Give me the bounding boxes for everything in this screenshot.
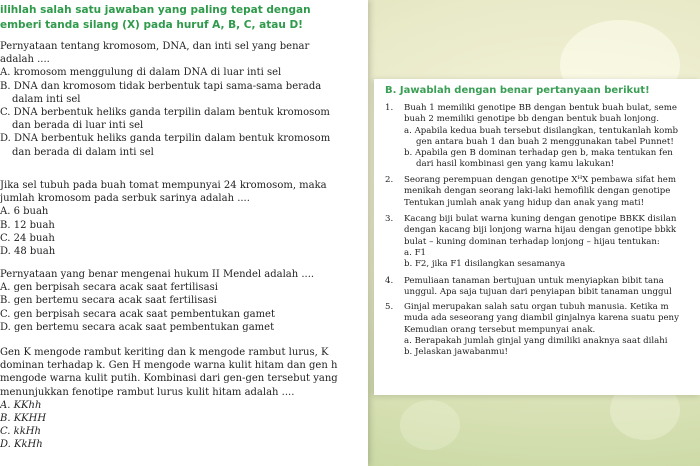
sub-item-b-cont: dari hasil kombinasi gen yang kamu lakukan! [416,159,615,170]
question-3 [0,268,364,334]
question-2 [0,179,364,258]
item-number: 5. [385,302,394,312]
essay-item-4 [374,276,700,299]
essay-item-3 [374,214,700,270]
question-stem-line: Gen K mengode rambut keriting dan k mengode rambut lurus, K [0,347,329,358]
option-b[interactable]: B. KKHH [0,413,47,425]
option-d[interactable]: D. gen bertemu secara acak saat pembentukan gamet [0,321,275,333]
instruction-line: emberi tanda silang (X) pada huruf A, B, C, atau D! [0,19,303,31]
question-stem-line: mengode warna kulit putih. Kombinasi dari gen-gen tersebut yang [0,373,338,385]
item-line: dengan kacang biji lonjong warna hijau dengan genotipe bbkk [404,225,677,236]
item-number: 4. [385,276,394,286]
item-number: 2. [385,175,394,185]
item-line: Pemuliaan tanaman bertujuan untuk menyiapkan bibit tana [404,276,664,286]
item-line: Ginjal merupakan salah satu organ tubuh manusia. Ketika m [404,302,669,312]
option-c[interactable]: C. 24 buah [0,232,55,244]
question-stem-line: Pernyataan tentang kromosom, DNA, dan inti sel yang benar [0,41,310,52]
right-worksheet-page [374,79,700,395]
question-stem-line: Jika sel tubuh pada buah tomat mempunyai 24 kromosom, maka [0,180,327,191]
option-c[interactable]: C. gen berpisah secara acak saat pembentukan gamet [0,308,275,320]
option-b[interactable]: B. DNA dan kromosom tidak berbentuk tapi sama-sama berada [0,80,322,92]
section-b-heading: B. Jawablah dengan benar pertanyaan berikut! [385,85,650,96]
question-stem-line: jumlah kromosom pada serbuk sarinya adalah .... [0,193,250,205]
item-line: Seorang perempuan dengan genotipe XᴴX pembawa sifat hem [404,175,677,185]
question-stem-line: Pernyataan yang benar mengenai hukum II Mendel adalah .... [0,269,315,280]
option-d[interactable]: D. 48 buah [0,246,56,258]
option-b[interactable]: B. gen bertemu secara acak saat fertilisasi [0,295,217,307]
item-line: bulat – kuning dominan terhadap lonjong – hijau tentukan: [404,236,660,247]
item-line: Kacang biji bulat warna kuning dengan genotipe BBKK disilan [404,214,677,224]
option-a[interactable]: A. 6 buah [0,206,49,218]
sub-item-a: a. F1 [404,247,427,258]
instruction-text [0,3,362,33]
item-line: buah 2 memiliki genotipe bb dengan bentuk buah lonjong. [404,114,660,125]
question-stem-line: menunjukkan fenotipe rambut lurus kulit hitam adalah .... [0,386,295,398]
option-b[interactable]: B. 12 buah [0,219,55,231]
essay-item-5 [374,302,700,358]
question-1 [0,40,364,159]
item-line: menikah dengan seorang laki-laki hemofilik dengan genotipe [404,186,671,197]
essay-item-1 [374,103,700,171]
option-c[interactable]: C. DNA berbentuk heliks ganda terpilin dalam bentuk kromosom [0,107,330,119]
sub-item-b: b. Apabila gen B dominan terhadap gen b, maka tentukan fen [404,148,673,159]
option-c-cont: dan berada di luar inti sel [12,120,144,132]
bokeh-light [400,400,460,450]
item-number: 1. [385,103,394,113]
option-d-cont: dan berada di dalam inti sel [12,146,154,158]
option-a[interactable]: A. gen berpisah secara acak saat fertilisasi [0,282,218,294]
item-line: Buah 1 memiliki genotipe BB dengan bentuk buah bulat, seme [404,103,677,113]
item-line: muda ada seseorang yang diambil ginjalnya karena suatu peny [404,313,679,324]
sub-item-a: a. Apabila kedua buah tersebut disilangkan, tentukanlah komb [404,125,678,136]
sub-item-a: a. Berapakah jumlah ginjal yang dimiliki anaknya saat dilahi [404,335,668,346]
item-number: 3. [385,214,394,224]
option-a[interactable]: A. kromosom menggulung di dalam DNA di luar inti sel [0,67,282,79]
item-line: Kemudian orang tersebut mempunyai anak. [404,324,596,335]
sub-item-b: b. F2, jika F1 disilangkan sesamanya [404,259,566,270]
instruction-line: ilihlah salah satu jawaban yang paling tepat dengan [0,4,311,16]
item-line: unggul. Apa saja tujuan dari penyiapan bibit tanaman unggul [404,287,672,298]
option-d[interactable]: D. DNA berbentuk heliks ganda terpilin dalam bentuk kromosom [0,133,331,145]
question-4 [0,346,364,452]
question-stem-line: adalah .... [0,54,50,66]
sub-item-b: b. Jelaskan jawabanmu! [404,347,508,358]
option-d[interactable]: D. KkHh [0,439,43,451]
option-c[interactable]: C. kkHh [0,426,41,438]
question-stem-line: dominan terhadap k. Gen H mengode warna kulit hitam dan gen h [0,360,338,372]
option-a[interactable]: A. KKhh [0,399,42,411]
sub-item-a-cont: gen antara buah 1 dan buah 2 menggunakan tabel Punnet! [416,136,674,147]
essay-item-2 [374,175,700,209]
option-b-cont: dalam inti sel [12,93,81,105]
item-line: Tentukan jumlah anak yang hidup dan anak yang mati! [404,197,645,208]
